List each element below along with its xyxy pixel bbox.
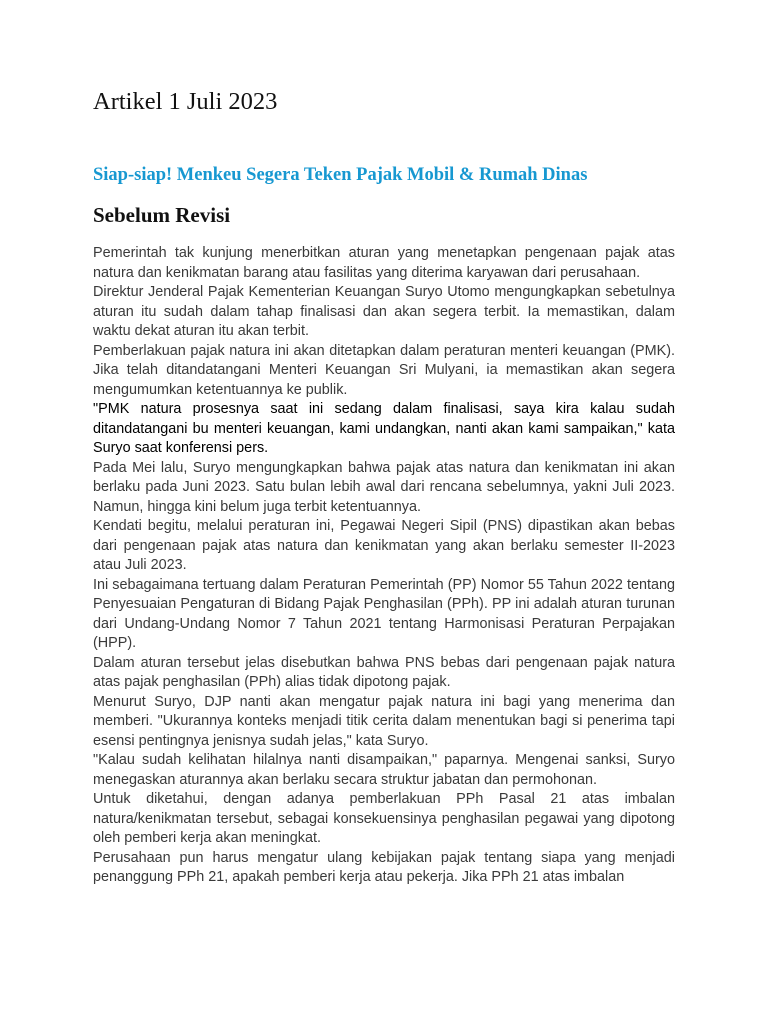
paragraph: Pada Mei lalu, Suryo mengungkapkan bahwa pajak atas natura dan kenikmatan ini akan berlaku pada Juni 2023. Satu bulan lebih awal dari rencana sebelumnya, yakni Juli 2023. Namun, hingga kini belum juga terbit ketentuannya. (93, 459, 675, 515)
paragraph: Pemerintah tak kunjung menerbitkan aturan yang menetapkan pengenaan pajak atas natura dan kenikmatan barang atau fasilitas yang diterima karyawan dari perusahaan. (93, 245, 675, 281)
paragraph: Pemberlakuan pajak natura ini akan ditetapkan dalam peraturan menteri keuangan (PMK). Jika telah ditandatangani Menteri Keuangan Sri Mulyani, ia memastikan akan segera mengumumkan ketentuannya ke publik. (93, 342, 675, 398)
article-headline: Siap-siap! Menkeu Segera Teken Pajak Mobil & Rumah Dinas (93, 165, 588, 185)
paragraph: Perusahaan pun harus mengatur ulang kebijakan pajak tentang siapa yang menjadi penanggung PPh 21, apakah pemberi kerja atau pekerja. Jika PPh 21 atas imbalan (93, 849, 675, 885)
paragraph: Kendati begitu, melalui peraturan ini, Pegawai Negeri Sipil (PNS) dipastikan akan bebas dari pengenaan pajak atas natura dan kenikmatan yang akan berlaku semester II-2023 atau Juli 2023. (93, 518, 675, 573)
paragraph: Untuk diketahui, dengan adanya pemberlakuan PPh Pasal 21 atas imbalan natura/kenikmatan tersebut, sebagai konsekuensinya penghasilan pegawai yang dipotong oleh pemberi kerja akan meningkat. (93, 791, 675, 846)
paragraph: "Kalau sudah kelihatan hilalnya nanti disampaikan," paparnya. Mengenai sanksi, Suryo menegaskan aturannya akan berlaku secara struktur jabatan dan permohonan. (93, 752, 675, 788)
paragraph: Menurut Suryo, DJP nanti akan mengatur pajak natura ini bagi yang menerima dan memberi. "Ukurannya konteks menjadi titik cerita dalam menentukan bagi si penerima tapi esensi pentingnya jenisnya sudah jelas," kata Suryo. (93, 693, 675, 749)
article-body (93, 244, 675, 888)
paragraph: Dalam aturan tersebut jelas disebutkan bahwa PNS bebas dari pengenaan pajak natura atas pajak penghasilan (PPh) alias tidak dipotong pajak. (93, 654, 675, 690)
paragraph: Direktur Jenderal Pajak Kementerian Keuangan Suryo Utomo mengungkapkan sebetulnya aturan itu sudah dalam tahap finalisasi dan akan segera terbit. Ia memastikan, dalam waktu dekat aturan itu akan terbit. (93, 284, 675, 339)
quote-paragraph: "PMK natura prosesnya saat ini sedang dalam finalisasi, saya kira kalau sudah ditandatangani bu menteri keuangan, kami undangkan, nanti akan kami sampaikan," kata Suryo saat konferensi pers. (93, 401, 675, 456)
document-title: Artikel 1 Juli 2023 (93, 88, 278, 115)
paragraph: Ini sebagaimana tertuang dalam Peraturan Pemerintah (PP) Nomor 55 Tahun 2022 tentang Penyesuaian Pengaturan di Bidang Pajak Penghasilan (PPh). PP ini adalah aturan turunan dari Undang-Undang Nomor 7 Tahun 2021 tentang Harmonisasi Peraturan Perpajakan (HPP). (93, 576, 675, 651)
section-heading: Sebelum Revisi (93, 203, 231, 227)
